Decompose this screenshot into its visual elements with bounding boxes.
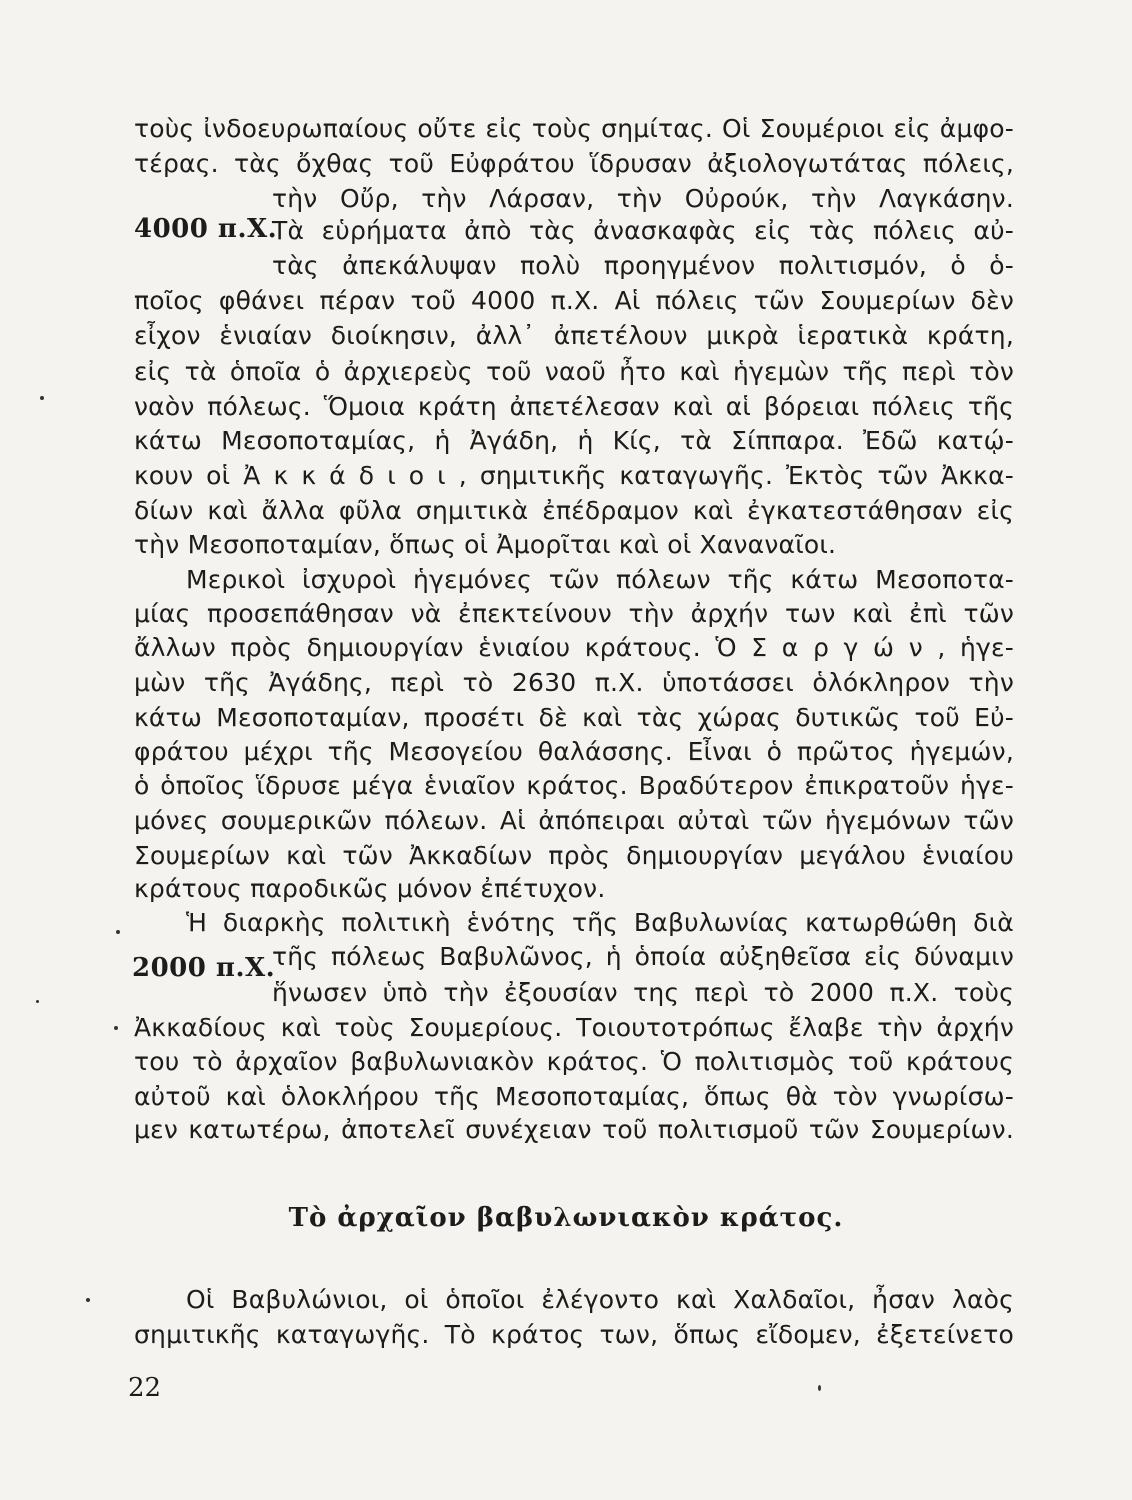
text-line: μόνες σουμερικῶν πόλεων. Αἱ ἀπόπειραι αὐταὶ τῶν ἡγεμόνων τῶν bbox=[134, 806, 1014, 835]
text-line: μεν κατωτέρω, ἀποτελεῖ συνέχειαν τοῦ πολιτισμοῦ τῶν Σουμερίων. bbox=[134, 1115, 1014, 1144]
text-line: εἶχον ἑνιαίαν διοίκησιν, ἀλλ᾽ ἀπετέλουν μικρὰ ἱερατικὰ κράτη, bbox=[134, 321, 1014, 350]
text-line: Τὰ εὑρήματα ἀπὸ τὰς ἀνασκαφὰς εἰς τὰς πόλεις αὐ- bbox=[272, 216, 1014, 245]
text-line: τῆς πόλεως Βαβυλῶνος, ἡ ὁποία αὐξηθεῖσα εἰς δύναμιν bbox=[272, 942, 1014, 971]
text-line: Οἱ Βαβυλώνιοι, οἱ ὁποῖοι ἐλέγοντο καὶ Χαλδαῖοι, ἦσαν λαὸς bbox=[186, 1285, 1014, 1314]
section-heading: Τὸ ἀρχαῖον βαβυλωνιακὸν κράτος. bbox=[288, 1203, 844, 1233]
scan-speck bbox=[40, 396, 44, 400]
margin-date-4000: 4000 π.Χ. bbox=[134, 214, 278, 244]
text-line: ἥνωσεν ὑπὸ τὴν ἐξουσίαν της περὶ τὸ 2000 π.Χ. τοὺς bbox=[272, 978, 1014, 1007]
text-line: κάτω Μεσοποταμίαν, προσέτι δὲ καὶ τὰς χώρας δυτικῶς τοῦ Εὐ- bbox=[134, 703, 1014, 732]
text-line: ἄλλων πρὸς δημιουργίαν ἑνιαίου κράτους. Ὁ Σ α ρ γ ώ ν , ἡγε- bbox=[134, 633, 1014, 662]
text-line: τὴν Μεσοποταμίαν, ὅπως οἱ Ἀμορῖται καὶ οἱ Χαναναῖοι. bbox=[134, 530, 837, 559]
text-line: κουν οἱ Ἀ κ κ ά δ ι ο ι , σημιτικῆς καταγωγῆς. Ἐκτὸς τῶν Ἀκκα- bbox=[134, 461, 1014, 490]
text-line: κάτω Μεσοποταμίας, ἡ Ἀγάδη, ἡ Κίς, τὰ Σίππαρα. Ἐδῶ κατῴ- bbox=[134, 426, 1014, 455]
text-line: τὴν Οὔρ, τὴν Λάρσαν, τὴν Οὐρούκ, τὴν Λαγκάσην. bbox=[272, 184, 1014, 213]
text-line: μίας προσεπάθησαν νὰ ἐπεκτείνουν τὴν ἀρχήν των καὶ ἐπὶ τῶν bbox=[134, 599, 1014, 628]
text-line: σημιτικῆς καταγωγῆς. Τὸ κράτος των, ὅπως εἴδομεν, ἐξετείνετο bbox=[134, 1320, 1014, 1349]
text-line: τέρας. τὰς ὄχθας τοῦ Εὐφράτου ἵδρυσαν ἀξιολογωτάτας πόλεις, bbox=[134, 149, 1014, 178]
scan-speck bbox=[114, 1026, 118, 1030]
text-line: τοὺς ἰνδοευρωπαίους οὔτε εἰς τοὺς σημίτας. Οἱ Σουμέριοι εἰς ἀμφο- bbox=[134, 114, 1014, 143]
scan-speck bbox=[116, 930, 120, 934]
text-line: ποῖος φθάνει πέραν τοῦ 4000 π.Χ. Αἱ πόλεις τῶν Σουμερίων δὲν bbox=[134, 286, 1014, 315]
margin-date-2000: 2000 π.Χ. bbox=[132, 953, 276, 983]
text-line: Ἡ διαρκὴς πολιτικὴ ἑνότης τῆς Βαβυλωνίας κατωρθώθη διὰ bbox=[186, 908, 1014, 937]
scan-speck bbox=[818, 1385, 821, 1391]
text-line: αὐτοῦ καὶ ὁλοκλήρου τῆς Μεσοποταμίας, ὅπως θὰ τὸν γνωρίσω- bbox=[134, 1082, 1014, 1111]
text-line: του τὸ ἀρχαῖον βαβυλωνιακὸν κράτος. Ὁ πολιτισμὸς τοῦ κράτους bbox=[134, 1047, 1014, 1076]
text-line: κράτους παροδικῶς μόνον ἐπέτυχον. bbox=[134, 874, 606, 903]
text-line: φράτου μέχρι τῆς Μεσογείου θαλάσσης. Εἶναι ὁ πρῶτος ἡγεμών, bbox=[134, 737, 1014, 766]
page-number: 22 bbox=[128, 1373, 162, 1403]
scan-speck bbox=[86, 1298, 90, 1302]
text-line: εἰς τὰ ὁποῖα ὁ ἀρχιερεὺς τοῦ ναοῦ ἦτο καὶ ἡγεμὼν τῆς περὶ τὸν bbox=[134, 357, 1014, 386]
text-line: Μερικοὶ ἰσχυροὶ ἡγεμόνες τῶν πόλεων τῆς κάτω Μεσοποτα- bbox=[186, 565, 1014, 594]
text-line: ναὸν πόλεως. Ὅμοια κράτη ἀπετέλεσαν καὶ αἱ βόρειαι πόλεις τῆς bbox=[134, 392, 1014, 421]
text-line: μὼν τῆς Ἀγάδης, περὶ τὸ 2630 π.Χ. ὑποτάσσει ὁλόκληρον τὴν bbox=[134, 668, 1014, 697]
text-line: Ἀκκαδίους καὶ τοὺς Σουμερίους. Τοιουτοτρόπως ἔλαβε τὴν ἀρχήν bbox=[134, 1013, 1014, 1042]
text-line: ὁ ὁποῖος ἵδρυσε μέγα ἑνιαῖον κράτος. Βραδύτερον ἐπικρατοῦν ἡγε- bbox=[134, 771, 1014, 800]
text-line: Σουμερίων καὶ τῶν Ἀκκαδίων πρὸς δημιουργίαν μεγάλου ἑνιαίου bbox=[134, 841, 1014, 870]
text-line: δίων καὶ ἄλλα φῦλα σημιτικὰ ἐπέδραμον καὶ ἐγκατεστάθησαν εἰς bbox=[134, 496, 1014, 525]
text-line: τὰς ἀπεκάλυψαν πολὺ προηγμένον πολιτισμόν, ὁ ὁ- bbox=[272, 251, 1014, 280]
scan-speck bbox=[36, 1000, 39, 1003]
